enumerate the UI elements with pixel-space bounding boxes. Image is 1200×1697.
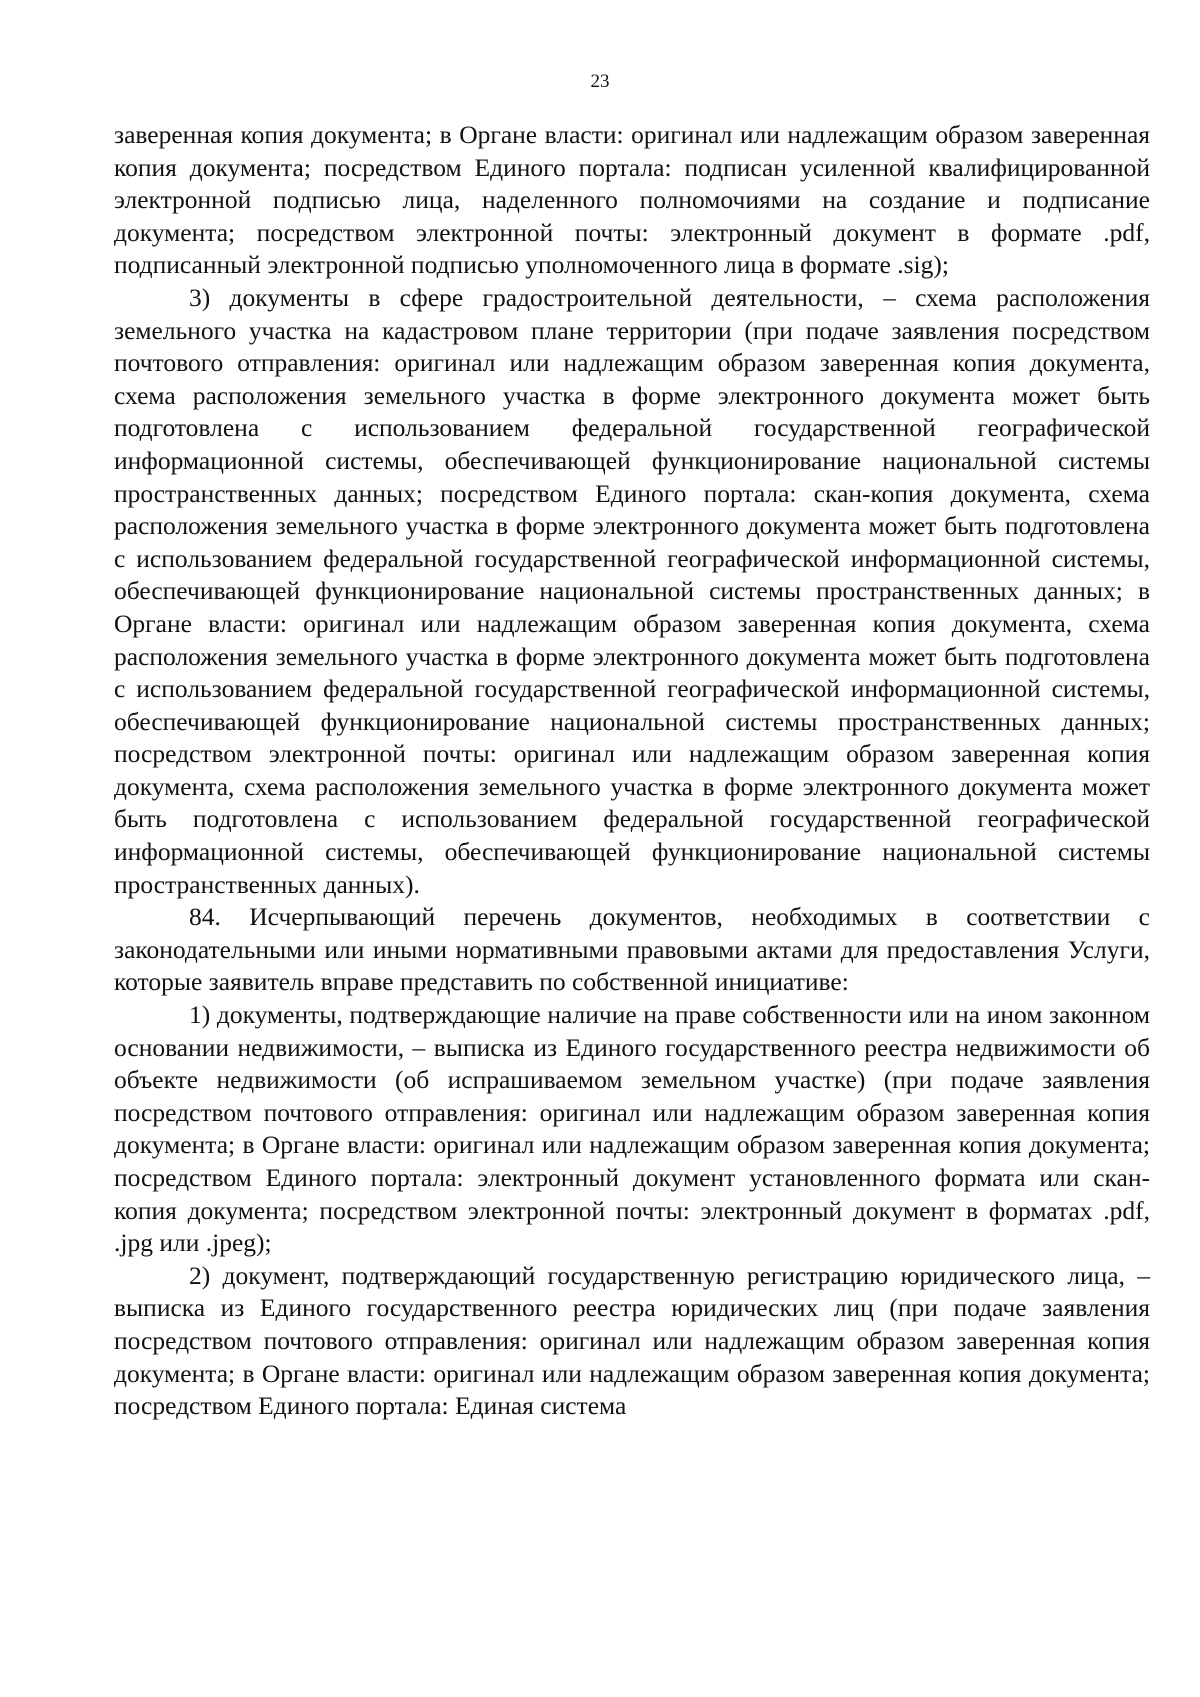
document-body	[114, 119, 1150, 1423]
paragraph-84: 84. Исчерпывающий перечень документов, необходимых в соответствии с законодательными или иными нормативными правовыми актами для предоставления Услуги, которые заявитель вправе представить по собственной инициативе:	[114, 902, 1150, 997]
paragraph-item-1: 1) документы, подтверждающие наличие на праве собственности или на ином законном основании недвижимости, – выписка из Единого государственного реестра недвижимости об объекте недвижимости (об испрашиваемом земельном участке) (при подаче заявления посредством почтового отправления: оригинал или надлежащим образом заверенная копия документа; в Органе власти: оригинал или надлежащим образом заверенная копия документа; посредством Единого портала: электронный документ установленного формата или скан-копия документа; посредством электронной почты: электронный документ в форматах .pdf, .jpg или .jpeg);	[114, 1000, 1150, 1258]
paragraph-continuation: заверенная копия документа; в Органе власти: оригинал или надлежащим образом заверенная копия документа; посредством Единого портала: подписан усиленной квалифицированной электронной подписью лица, наделенного полномочиями на создание и подписание документа; посредством электронной почты: электронный документ в формате .pdf, подписанный электронной подписью уполномоченного лица в формате .sig);	[114, 120, 1150, 280]
paragraph-item-3: 3) документы в сфере градостроительной деятельности, – схема расположения земельного участка на кадастровом плане территории (при подаче заявления посредством почтового отправления: оригинал или надлежащим образом заверенная копия документа, схема расположения земельного участка в форме электронного документа может быть подготовлена с использованием федеральной государственной географической информационной системы, обеспечивающей функционирование национальной системы пространственных данных; посредством Единого портала: скан-копия документа, схема расположения земельного участка в форме электронного документа может быть подготовлена с использованием федеральной государственной географической информационной системы, обеспечивающей функционирование национальной системы пространственных данных; в Органе власти: оригинал или надлежащим образом заверенная копия документа, схема расположения земельного участка в форме электронного документа может быть подготовлена с использованием федеральной государственной географической информационной системы, обеспечивающей функционирование национальной системы пространственных данных; посредством электронной почты: оригинал или надлежащим образом заверенная копия документа, схема расположения земельного участка в форме электронного документа может быть подготовлена с использованием федеральной государственной географической информационной системы, обеспечивающей функционирование национальной системы пространственных данных).	[114, 282, 1150, 899]
paragraph-item-2: 2) документ, подтверждающий государственную регистрацию юридического лица, – выписка из Единого государственного реестра юридических лиц (при подаче заявления посредством почтового отправления: оригинал или надлежащим образом заверенная копия документа; в Органе власти: оригинал или надлежащим образом заверенная копия документа; посредством Единого портала: Единая система	[114, 1260, 1150, 1421]
page-number: 23	[590, 71, 610, 92]
